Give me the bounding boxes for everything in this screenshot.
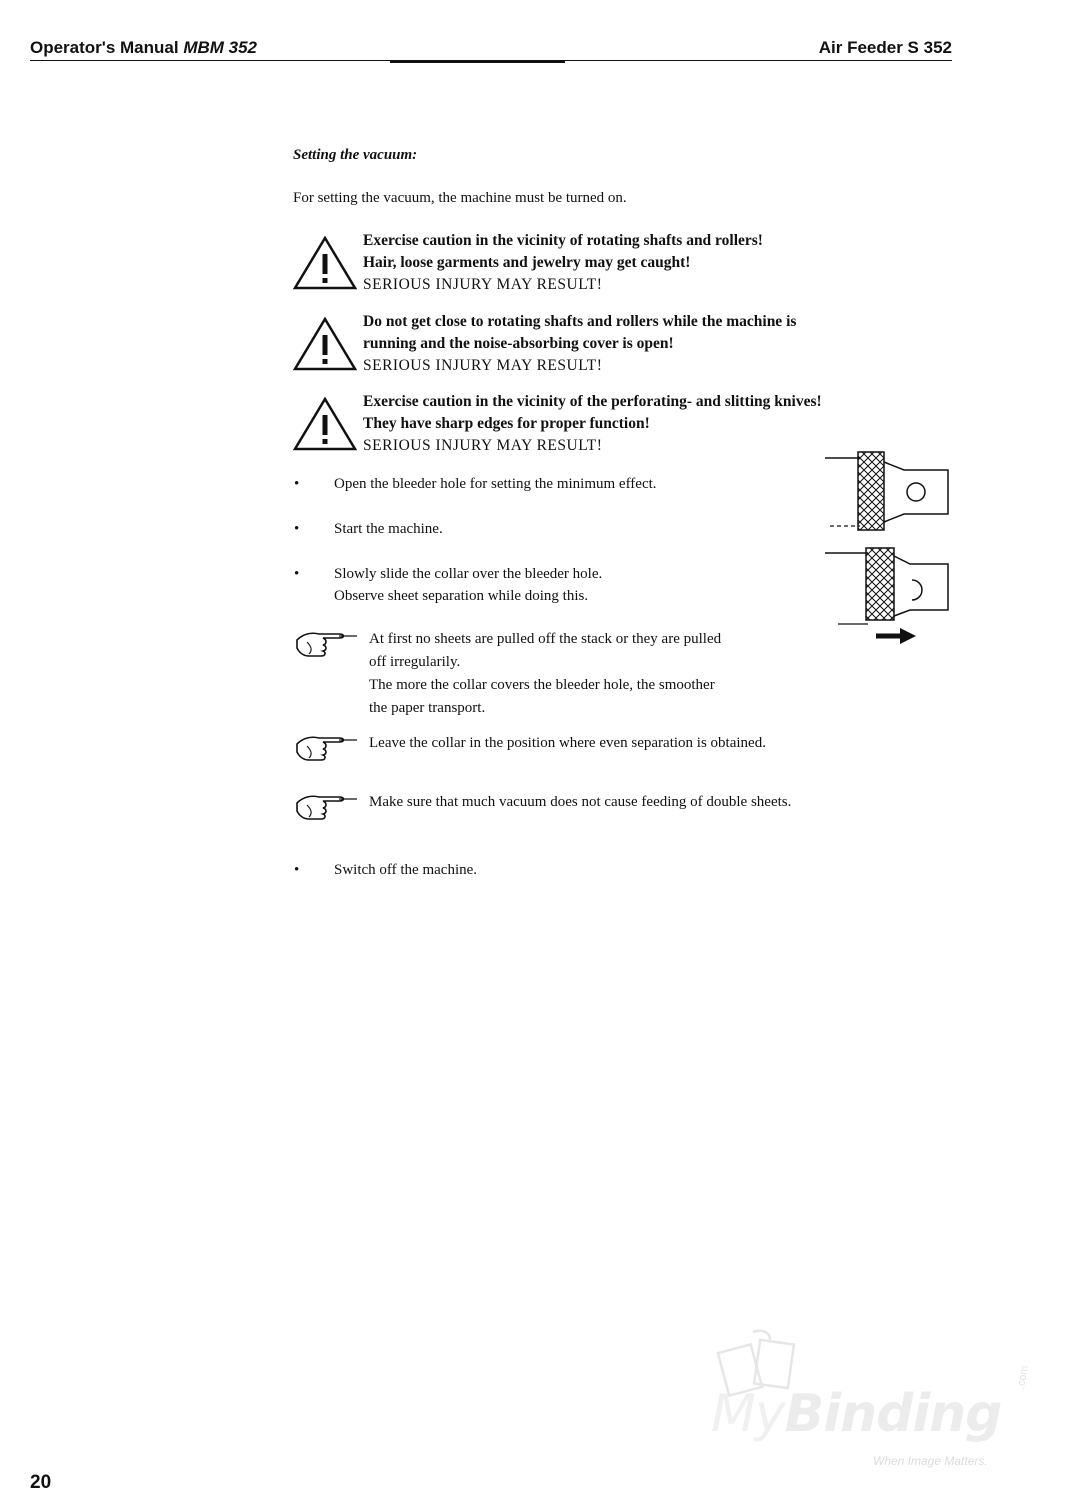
logo-tagline: When Image Matters. (873, 1454, 988, 1468)
warning-result: SERIOUS INJURY MAY RESULT! (363, 357, 603, 374)
note-text: the paper transport. (369, 700, 486, 716)
logo-my: My (711, 1384, 785, 1444)
step-text: Open the bleeder hole for setting the minimum effect. (334, 476, 657, 492)
logo-binding: Binding (784, 1384, 1002, 1444)
bullet-marker: • (294, 566, 300, 582)
header-manual-title (30, 38, 257, 58)
header-model: MBM 352 (183, 38, 257, 57)
step-text: Observe sheet separation while doing this. (334, 588, 589, 604)
bullet-marker: • (294, 521, 300, 537)
logo-dotcom: .com (1015, 1364, 1031, 1391)
header-rule-accent (390, 61, 565, 63)
warning-line: Exercise caution in the vicinity of the perforating- and slitting knives! (363, 393, 822, 410)
warning-result: SERIOUS INJURY MAY RESULT! (363, 437, 603, 454)
header-product-title: Air Feeder S 352 (818, 38, 952, 57)
mybinding-watermark (705, 1328, 1045, 1473)
warning-line: running and the noise-absorbing cover is open! (363, 335, 674, 352)
warning-triangle-icon (293, 397, 357, 451)
warning-line: Hair, loose garments and jewelry may get caught! (363, 254, 691, 271)
page-number: 20 (30, 1472, 52, 1493)
section-heading: Setting the vacuum: (293, 147, 418, 163)
pointing-hand-icon (293, 628, 361, 660)
collar-closed-illustration (825, 548, 948, 644)
step-text: Slowly slide the collar over the bleeder hole. (334, 566, 603, 582)
note-text: The more the collar covers the bleeder hole, the smoother (369, 677, 715, 693)
note-text: off irregularily. (369, 654, 461, 670)
bullet-marker: • (294, 476, 300, 492)
collar-diagram (820, 450, 960, 650)
section-intro: For setting the vacuum, the machine must be turned on. (293, 190, 627, 206)
warning-triangle-icon (293, 317, 357, 371)
warning-line: Exercise caution in the vicinity of rotating shafts and rollers! (363, 232, 763, 249)
warning-triangle-icon (293, 236, 357, 290)
warning-line: They have sharp edges for proper function! (363, 415, 650, 432)
pointing-hand-icon (293, 791, 361, 823)
note-text: Make sure that much vacuum does not cause feeding of double sheets. (369, 794, 792, 810)
logo-wordmark (711, 1384, 1001, 1444)
collar-open-illustration (825, 452, 948, 530)
warning-result: SERIOUS INJURY MAY RESULT! (363, 276, 603, 293)
header-manual-label: Operator's Manual (30, 38, 179, 57)
bullet-marker: • (294, 862, 300, 878)
pointing-hand-icon (293, 732, 361, 764)
warning-line: Do not get close to rotating shafts and rollers while the machine is (363, 313, 797, 330)
step-text: Start the machine. (334, 521, 443, 537)
step-text: Switch off the machine. (334, 862, 478, 878)
note-text: At first no sheets are pulled off the stack or they are pulled (369, 631, 722, 647)
note-text: Leave the collar in the position where even separation is obtained. (369, 735, 766, 751)
